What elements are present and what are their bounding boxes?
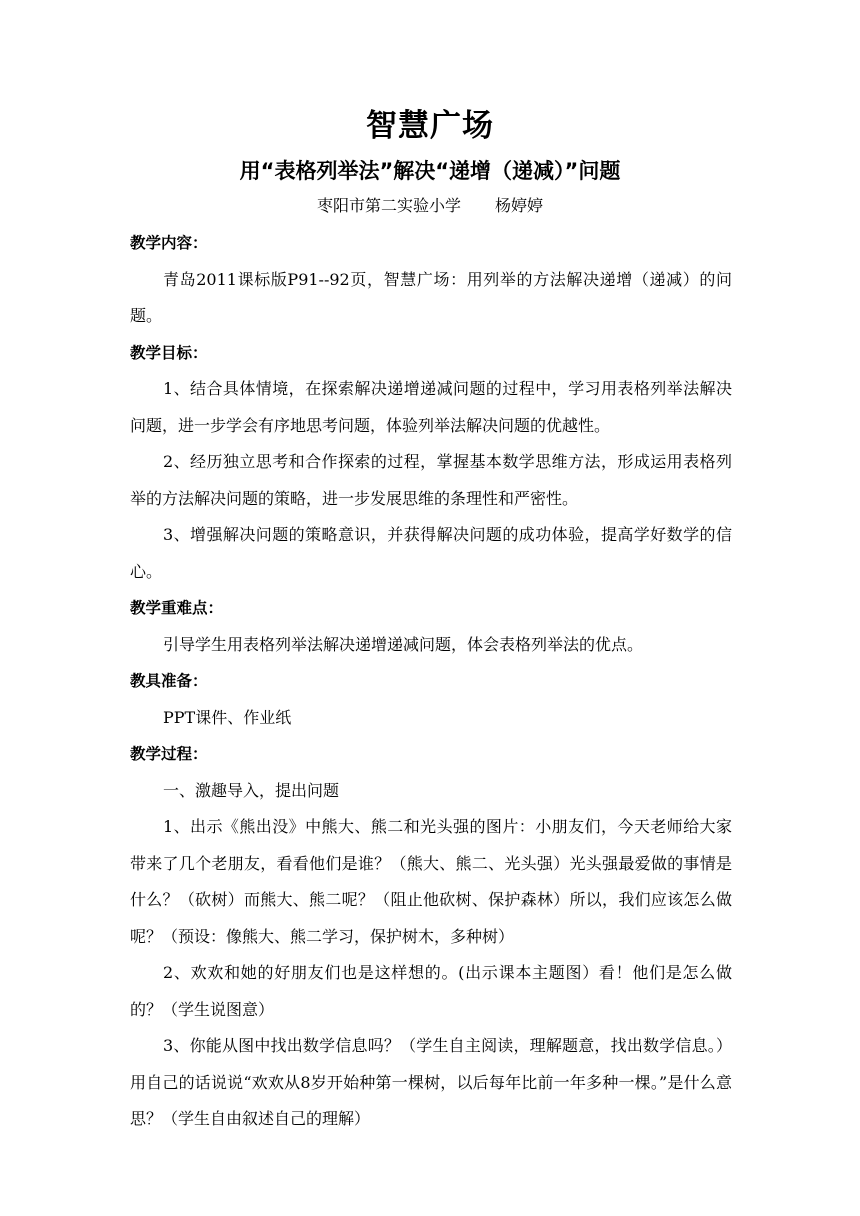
process-step-heading: 一、激趣导入，提出问题 [163, 780, 340, 800]
document-body [130, 225, 732, 1138]
section-heading-goals: 教学目标： [130, 343, 208, 362]
goal-paragraph-1: 1、结合具体情境，在探索解决递增递减问题的过程中，学习用表格列举法解决问题，进一步学会有序地思考问题，体验列举法解决问题的优越性。 [130, 379, 732, 435]
content-paragraph: 青岛2011课标版P91--92页，智慧广场：用列举的方法解决递增（递减）的问题。 [130, 269, 732, 325]
section-heading-process: 教学过程： [130, 745, 208, 763]
author-school: 枣阳市第二实验小学 [316, 196, 461, 215]
document-title: 智慧广场 [366, 108, 494, 144]
process-paragraph-3: 3、你能从图中找出数学信息吗？（学生自主阅读，理解题意，找出数学信息。）用自己的话说说“欢欢从8岁开始种第一棵树，以后每年比前一年多种一棵。”是什么意思？（学生自由叙述自己的理解） [130, 1036, 732, 1128]
process-paragraph-2: 2、欢欢和她的好朋友们也是这样想的。(出示课本主题图）看！他们是怎么做的？（学生说图意） [130, 963, 732, 1019]
materials-paragraph: PPT课件、作业纸 [163, 707, 292, 727]
goal-paragraph-3: 3、增强解决问题的策略意识，并获得解决问题的成功体验，提高学好数学的信心。 [130, 525, 732, 581]
section-heading-materials: 教具准备： [130, 672, 208, 690]
process-paragraph-1: 1、出示《熊出没》中熊大、熊二和光头强的图片：小朋友们，今天老师给大家带来了几个老朋友，看看他们是谁？（熊大、熊二、光头强）光头强最爱做的事情是什么？（砍树）而熊大、熊二呢？（阻止他砍树、保护森林）所以，我们应该怎么做呢？（预设：像熊大、熊二学习，保护树木，多种树） [130, 817, 732, 946]
author-name: 杨婷婷 [495, 196, 544, 215]
key-points-paragraph: 引导学生用表格列举法解决递增递减问题，体会表格列举法的优点。 [163, 634, 644, 654]
section-heading-content: 教学内容： [130, 234, 208, 252]
section-heading-key-points: 教学重难点： [130, 599, 224, 617]
goal-paragraph-2: 2、经历独立思考和合作探索的过程，掌握基本数学思维方法，形成运用表格列举的方法解决问题的策略，进一步发展思维的条理性和严密性。 [130, 452, 732, 508]
document-subtitle: 用“表格列举法”解决“递增（递减）”问题 [239, 159, 621, 183]
author-line [0, 193, 860, 219]
